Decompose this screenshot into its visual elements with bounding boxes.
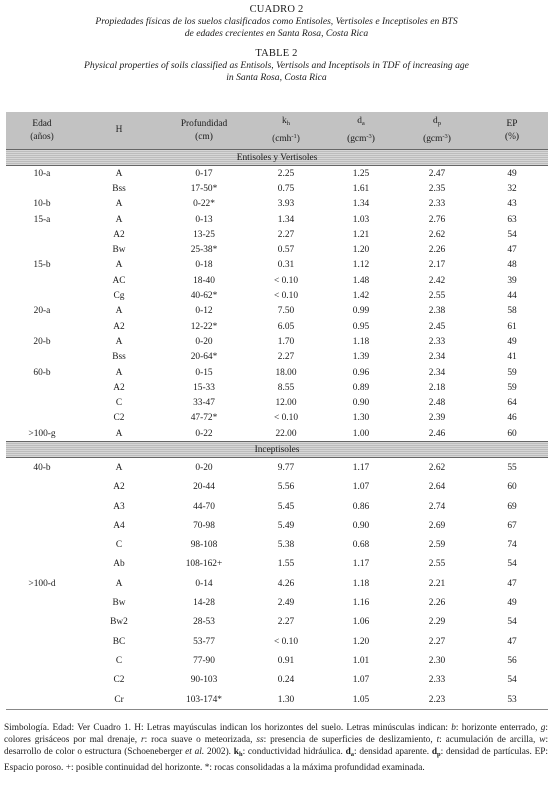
cell-edad: [6, 273, 78, 288]
cell-profundidad: 14-28: [193, 598, 215, 609]
cell-kh: < 0.10: [273, 636, 299, 647]
cell-dp: 2.69: [428, 520, 446, 531]
cell-h: A2: [113, 321, 125, 332]
cell-profundidad: 18-40: [193, 275, 215, 286]
table-row: [6, 671, 548, 690]
cell-kh: 1.34: [277, 214, 295, 225]
cell-ep: 60: [507, 482, 517, 493]
cell-profundidad: 0-14: [195, 578, 213, 589]
cell-h: Bss: [112, 183, 126, 194]
table-caption: [0, 40, 553, 84]
cell-profundidad: 28-53: [193, 617, 215, 628]
cell-ep: 32: [507, 183, 517, 194]
cell-h: C: [115, 655, 123, 666]
cell-h: A: [115, 199, 123, 210]
cell-ep: 53: [476, 690, 548, 710]
table-title-line-1: Physical properties of soils classified as Entisols, Vertisols and Inceptisols in TDF of increasing age: [84, 60, 469, 71]
cell-profundidad: 0-13: [195, 214, 213, 225]
cell-dp: 2.42: [428, 275, 446, 286]
cell-h: Bw2: [110, 617, 128, 628]
cell-da: 1.03: [352, 214, 370, 225]
cell-dp: 2.30: [428, 655, 446, 666]
cell-dp: 2.34: [428, 352, 446, 363]
cell-ep: 59: [507, 367, 517, 378]
cell-ep: 61: [507, 321, 517, 332]
cell-h: A: [115, 336, 123, 347]
table-row: [6, 334, 548, 349]
col-header-h: H: [115, 125, 123, 135]
cuadro-label: CUADRO 2: [249, 4, 304, 15]
cell-dp: 2.17: [428, 260, 446, 271]
cell-ep: 47: [507, 636, 517, 647]
cell-dp: 2.33: [428, 675, 446, 686]
cell-edad: [6, 350, 78, 365]
cell-profundidad: 20-44: [193, 482, 215, 493]
cell-edad: [6, 380, 78, 395]
cell-h: A: [115, 214, 123, 225]
cell-da: 0.90: [352, 520, 370, 531]
cell-ep: 54: [507, 675, 517, 686]
cell-kh: 0.31: [277, 260, 295, 271]
cell-edad: [6, 181, 78, 196]
cell-profundidad: 33-47: [193, 398, 215, 409]
cell-kh: 6.05: [277, 321, 295, 332]
cell-edad: [6, 613, 78, 632]
col-header-profundidad: Profundidad (cm): [180, 118, 228, 142]
table-row: [6, 651, 548, 670]
col-header-ep: EP (%): [504, 118, 520, 142]
cell-da: 1.07: [352, 482, 370, 493]
cell-edad: 15-b: [33, 260, 51, 271]
cell-da: 0.99: [352, 306, 370, 317]
cell-h: BC: [112, 636, 126, 647]
table-row: [6, 350, 548, 365]
table-row: [6, 258, 548, 273]
table-row: [6, 411, 548, 426]
cell-h: Cr: [78, 690, 160, 710]
cell-ep: 64: [507, 398, 517, 409]
cell-h: A: [115, 578, 123, 589]
cell-edad: [6, 593, 78, 612]
cell-dp: 2.48: [428, 398, 446, 409]
cell-kh: 4.26: [277, 578, 295, 589]
cell-da: 0.89: [352, 382, 370, 393]
cell-ep: 58: [507, 306, 517, 317]
col-header-edad: Edad (años): [30, 118, 54, 142]
cell-edad: [6, 395, 78, 410]
cell-h: A: [115, 306, 123, 317]
cell-edad: 40-b: [33, 462, 51, 473]
cell-kh: 2.27: [277, 617, 295, 628]
cell-edad: [6, 555, 78, 574]
cell-h: AC: [112, 275, 126, 286]
cell-da: 1.01: [352, 655, 370, 666]
cell-h: A: [115, 168, 123, 179]
cell-dp: 2.62: [428, 462, 446, 473]
cell-dp: 2.18: [428, 382, 446, 393]
cell-da: 0.68: [352, 540, 370, 551]
cell-h: C: [115, 398, 123, 409]
cell-edad: >100-d: [28, 578, 56, 589]
table-row: [6, 574, 548, 593]
cell-kh: 18.00: [275, 367, 297, 378]
cell-dp: 2.38: [428, 306, 446, 317]
cell-da: 0.96: [352, 367, 370, 378]
cell-da: 1.07: [352, 675, 370, 686]
cell-edad: [6, 411, 78, 426]
cell-profundidad: 0-18: [195, 260, 213, 271]
cell-profundidad: 0-15: [195, 367, 213, 378]
cell-dp: 2.21: [428, 578, 446, 589]
cell-edad: [6, 632, 78, 651]
cell-ep: 47: [507, 578, 517, 589]
table-row: [6, 242, 548, 257]
cell-kh: < 0.10: [273, 291, 299, 302]
cell-kh: 2.49: [277, 598, 295, 609]
cell-kh: < 0.10: [273, 275, 299, 286]
cell-ep: 39: [507, 275, 517, 286]
table-header-row: [6, 112, 548, 150]
table-row: [6, 181, 548, 196]
cell-ep: 54: [507, 229, 517, 240]
cell-edad: [6, 671, 78, 690]
cell-da: 0.86: [352, 501, 370, 512]
table-row: [6, 365, 548, 380]
cell-edad: >100-g: [28, 428, 56, 439]
col-header-kh: $k_h$ (cmh$^{-1}$): [272, 116, 300, 144]
table-row: [6, 197, 548, 212]
footnote: Simbología. Edad: Ver Cuadro 1. H: Letras mayúsculas indican los horizontes del suelo. Letras minúsculas indican: b: horizonte enterrado, g: colores grisáceos por mal drenaje, r: roca suave o meteorizada, ss: presencia de superficies de deslizamiento, t: acumulación de arcilla, w: desarrollo de color o estructura (Schoeneberger et al. 2002). $k_h$: conductividad hidráulica. $d_a$: densidad aparente. $d_p$: densidad de partículas. EP: Espacio poroso. +: posible continuidad del horizonte. *: rocas consolidadas a la máxima profundidad examinada.: [4, 723, 549, 773]
cell-dp: 2.33: [428, 336, 446, 347]
table-title-line-2: in Santa Rosa, Costa Rica: [226, 72, 327, 83]
cell-ep: 60: [507, 428, 517, 439]
cell-ep: 49: [507, 336, 517, 347]
cell-h: C2: [113, 675, 125, 686]
cell-edad: [6, 288, 78, 303]
cell-ep: 56: [507, 655, 517, 666]
section-header-row: [6, 150, 548, 166]
cell-da: 1.16: [352, 598, 370, 609]
section-header-row: [6, 442, 548, 458]
table-row: [6, 426, 548, 442]
cell-da: 1.30: [352, 413, 370, 424]
table-row: [6, 212, 548, 227]
cell-da: 0.95: [352, 321, 370, 332]
cell-profundidad: 98-108: [190, 540, 218, 551]
cell-profundidad: 0-12: [195, 306, 213, 317]
cell-ep: 43: [507, 199, 517, 210]
table-row: [6, 516, 548, 535]
cell-edad: [6, 516, 78, 535]
cell-h: A: [115, 428, 123, 439]
cell-dp: 2.23: [398, 690, 476, 710]
table-row: [6, 166, 548, 182]
cell-dp: 2.26: [428, 245, 446, 256]
cell-kh: 0.24: [277, 675, 295, 686]
col-header-dp: $d_p$ (gcm$^{-3}$): [423, 116, 451, 144]
table-row: [6, 288, 548, 303]
soil-properties-table: [6, 112, 548, 710]
cell-h: Bss: [112, 352, 126, 363]
cell-kh: 5.49: [277, 520, 295, 531]
cell-h: C2: [113, 413, 125, 424]
cell-edad: [6, 536, 78, 555]
cell-ep: 59: [507, 382, 517, 393]
cell-kh: 9.77: [277, 462, 295, 473]
cell-h: Bw: [112, 598, 126, 609]
cell-dp: 2.62: [428, 229, 446, 240]
cell-profundidad: 15-33: [193, 382, 215, 393]
table-row: [6, 613, 548, 632]
cell-kh: 1.30: [248, 690, 324, 710]
cell-profundidad: 20-64*: [190, 352, 218, 363]
cell-h: C: [115, 540, 123, 551]
cell-kh: 0.75: [277, 183, 295, 194]
cell-edad: 10-b: [33, 199, 51, 210]
cell-profundidad: 40-62*: [190, 291, 218, 302]
cell-profundidad: 108-162+: [185, 559, 223, 570]
cell-dp: 2.59: [428, 540, 446, 551]
cell-ep: 63: [507, 214, 517, 225]
cell-h: A: [115, 260, 123, 271]
cell-kh: 0.91: [277, 655, 295, 666]
cell-ep: 54: [507, 617, 517, 628]
cell-ep: 41: [507, 352, 517, 363]
cell-ep: 44: [507, 291, 517, 302]
cell-da: 1.21: [352, 229, 370, 240]
cell-dp: 2.76: [428, 214, 446, 225]
cell-dp: 2.64: [428, 482, 446, 493]
cell-dp: 2.55: [428, 291, 446, 302]
cell-h: A2: [113, 382, 125, 393]
cell-h: A4: [113, 520, 125, 531]
table-row: [6, 273, 548, 288]
cell-kh: 5.56: [277, 482, 295, 493]
cell-ep: 69: [507, 501, 517, 512]
cell-da: 0.90: [352, 398, 370, 409]
cell-h: A3: [113, 501, 125, 512]
cell-da: 1.48: [352, 275, 370, 286]
cell-da: 1.42: [352, 291, 370, 302]
cell-profundidad: 12-22*: [190, 321, 218, 332]
cell-ep: 47: [507, 245, 517, 256]
cell-kh: 22.00: [275, 428, 297, 439]
cell-kh: 5.38: [277, 540, 295, 551]
section-title: Entisoles y Vertisoles: [6, 150, 548, 166]
cell-da: 1.39: [352, 352, 370, 363]
cuadro-title-line-1: Propiedades físicas de los suelos clasificados como Entisoles, Vertisoles e Inceptisoles en BTS: [95, 16, 458, 27]
cell-ep: 67: [507, 520, 517, 531]
cell-dp: 2.29: [428, 617, 446, 628]
cell-dp: 2.35: [428, 183, 446, 194]
cell-edad: [6, 497, 78, 516]
table-label: TABLE 2: [255, 48, 298, 59]
cell-edad: 10-a: [33, 168, 51, 179]
cell-da: 1.20: [352, 636, 370, 647]
cell-da: 1.06: [352, 617, 370, 628]
cell-ep: 49: [507, 168, 517, 179]
cell-edad: [6, 690, 78, 710]
table-row: [6, 555, 548, 574]
table-row: [6, 458, 548, 478]
cell-kh: 12.00: [275, 398, 297, 409]
cell-dp: 2.39: [428, 413, 446, 424]
cell-profundidad: 0-17: [195, 168, 213, 179]
cell-kh: 7.50: [277, 306, 295, 317]
table-row: [6, 632, 548, 651]
cell-kh: < 0.10: [273, 413, 299, 424]
col-header-da: $d_a$ (gcm$^{-3}$): [347, 116, 375, 144]
section-title: Inceptisoles: [6, 442, 548, 458]
cell-kh: 0.57: [277, 245, 295, 256]
cuadro-caption: [0, 0, 553, 40]
cell-kh: 5.45: [277, 501, 295, 512]
cell-edad: 60-b: [33, 367, 51, 378]
cell-profundidad: 44-70: [193, 501, 215, 512]
table-row: [6, 395, 548, 410]
cell-h: A2: [113, 482, 125, 493]
cell-h: A2: [113, 229, 125, 240]
cell-profundidad: 0-20: [195, 462, 213, 473]
cell-h: A: [115, 462, 123, 473]
cell-da: 1.25: [352, 168, 370, 179]
table-row: [6, 478, 548, 497]
table-row: [6, 227, 548, 242]
cell-da: 1.12: [352, 260, 370, 271]
cell-profundidad: 13-25: [193, 229, 215, 240]
cell-profundidad: 17-50*: [190, 183, 218, 194]
cell-edad: 20-b: [33, 336, 51, 347]
cell-da: 1.00: [352, 428, 370, 439]
cell-da: 1.18: [352, 336, 370, 347]
cell-da: 1.20: [352, 245, 370, 256]
cell-ep: 46: [507, 413, 517, 424]
cell-kh: 1.55: [277, 559, 295, 570]
cell-profundidad: 25-38*: [190, 245, 218, 256]
cell-da: 1.17: [352, 559, 370, 570]
cell-kh: 1.70: [277, 336, 295, 347]
cell-dp: 2.33: [428, 199, 446, 210]
table-row: [6, 380, 548, 395]
cell-dp: 2.74: [428, 501, 446, 512]
cell-ep: 48: [507, 260, 517, 271]
cell-ep: 74: [507, 540, 517, 551]
cell-edad: [6, 478, 78, 497]
cuadro-title-line-2: de edades crecientes en Santa Rosa, Costa Rica: [184, 28, 369, 39]
cell-dp: 2.45: [428, 321, 446, 332]
cell-ep: 49: [507, 598, 517, 609]
cell-profundidad: 53-77: [193, 636, 215, 647]
cell-profundidad: 0-20: [195, 336, 213, 347]
cell-edad: 15-a: [33, 214, 51, 225]
table-row: [6, 593, 548, 612]
cell-edad: [6, 651, 78, 670]
cell-profundidad: 77-90: [193, 655, 215, 666]
cell-profundidad: 47-72*: [190, 413, 218, 424]
cell-dp: 2.26: [428, 598, 446, 609]
cell-edad: 20-a: [33, 306, 51, 317]
cell-h: Bw: [112, 245, 126, 256]
cell-h: A: [115, 367, 123, 378]
cell-profundidad: 90-103: [190, 675, 218, 686]
table-row: [6, 536, 548, 555]
cell-kh: 2.25: [277, 168, 295, 179]
cell-kh: 2.27: [277, 352, 295, 363]
cell-da: 1.18: [352, 578, 370, 589]
table-row: [6, 319, 548, 334]
cell-dp: 2.34: [428, 367, 446, 378]
table-row: [6, 304, 548, 319]
cell-kh: 3.93: [277, 199, 295, 210]
cell-edad: [6, 227, 78, 242]
cell-profundidad: 0-22*: [193, 199, 215, 210]
cell-dp: 2.46: [428, 428, 446, 439]
cell-dp: 2.27: [428, 636, 446, 647]
cell-dp: 2.55: [428, 559, 446, 570]
table-row: [6, 497, 548, 516]
cell-profundidad: 70-98: [193, 520, 215, 531]
cell-da: 1.61: [352, 183, 370, 194]
cell-kh: 2.27: [277, 229, 295, 240]
cell-ep: 55: [507, 462, 517, 473]
cell-kh: 8.55: [277, 382, 295, 393]
cell-da: 1.05: [324, 690, 398, 710]
cell-h: Ab: [113, 559, 125, 570]
cell-profundidad: 103-174*: [160, 690, 248, 710]
cell-da: 1.34: [352, 199, 370, 210]
cell-edad: [6, 242, 78, 257]
cell-ep: 54: [507, 559, 517, 570]
cell-dp: 2.47: [428, 168, 446, 179]
cell-edad: [6, 319, 78, 334]
cell-profundidad: 0-22: [195, 428, 213, 439]
table-row: [6, 690, 548, 710]
cell-h: Cg: [113, 291, 125, 302]
cell-da: 1.17: [352, 462, 370, 473]
